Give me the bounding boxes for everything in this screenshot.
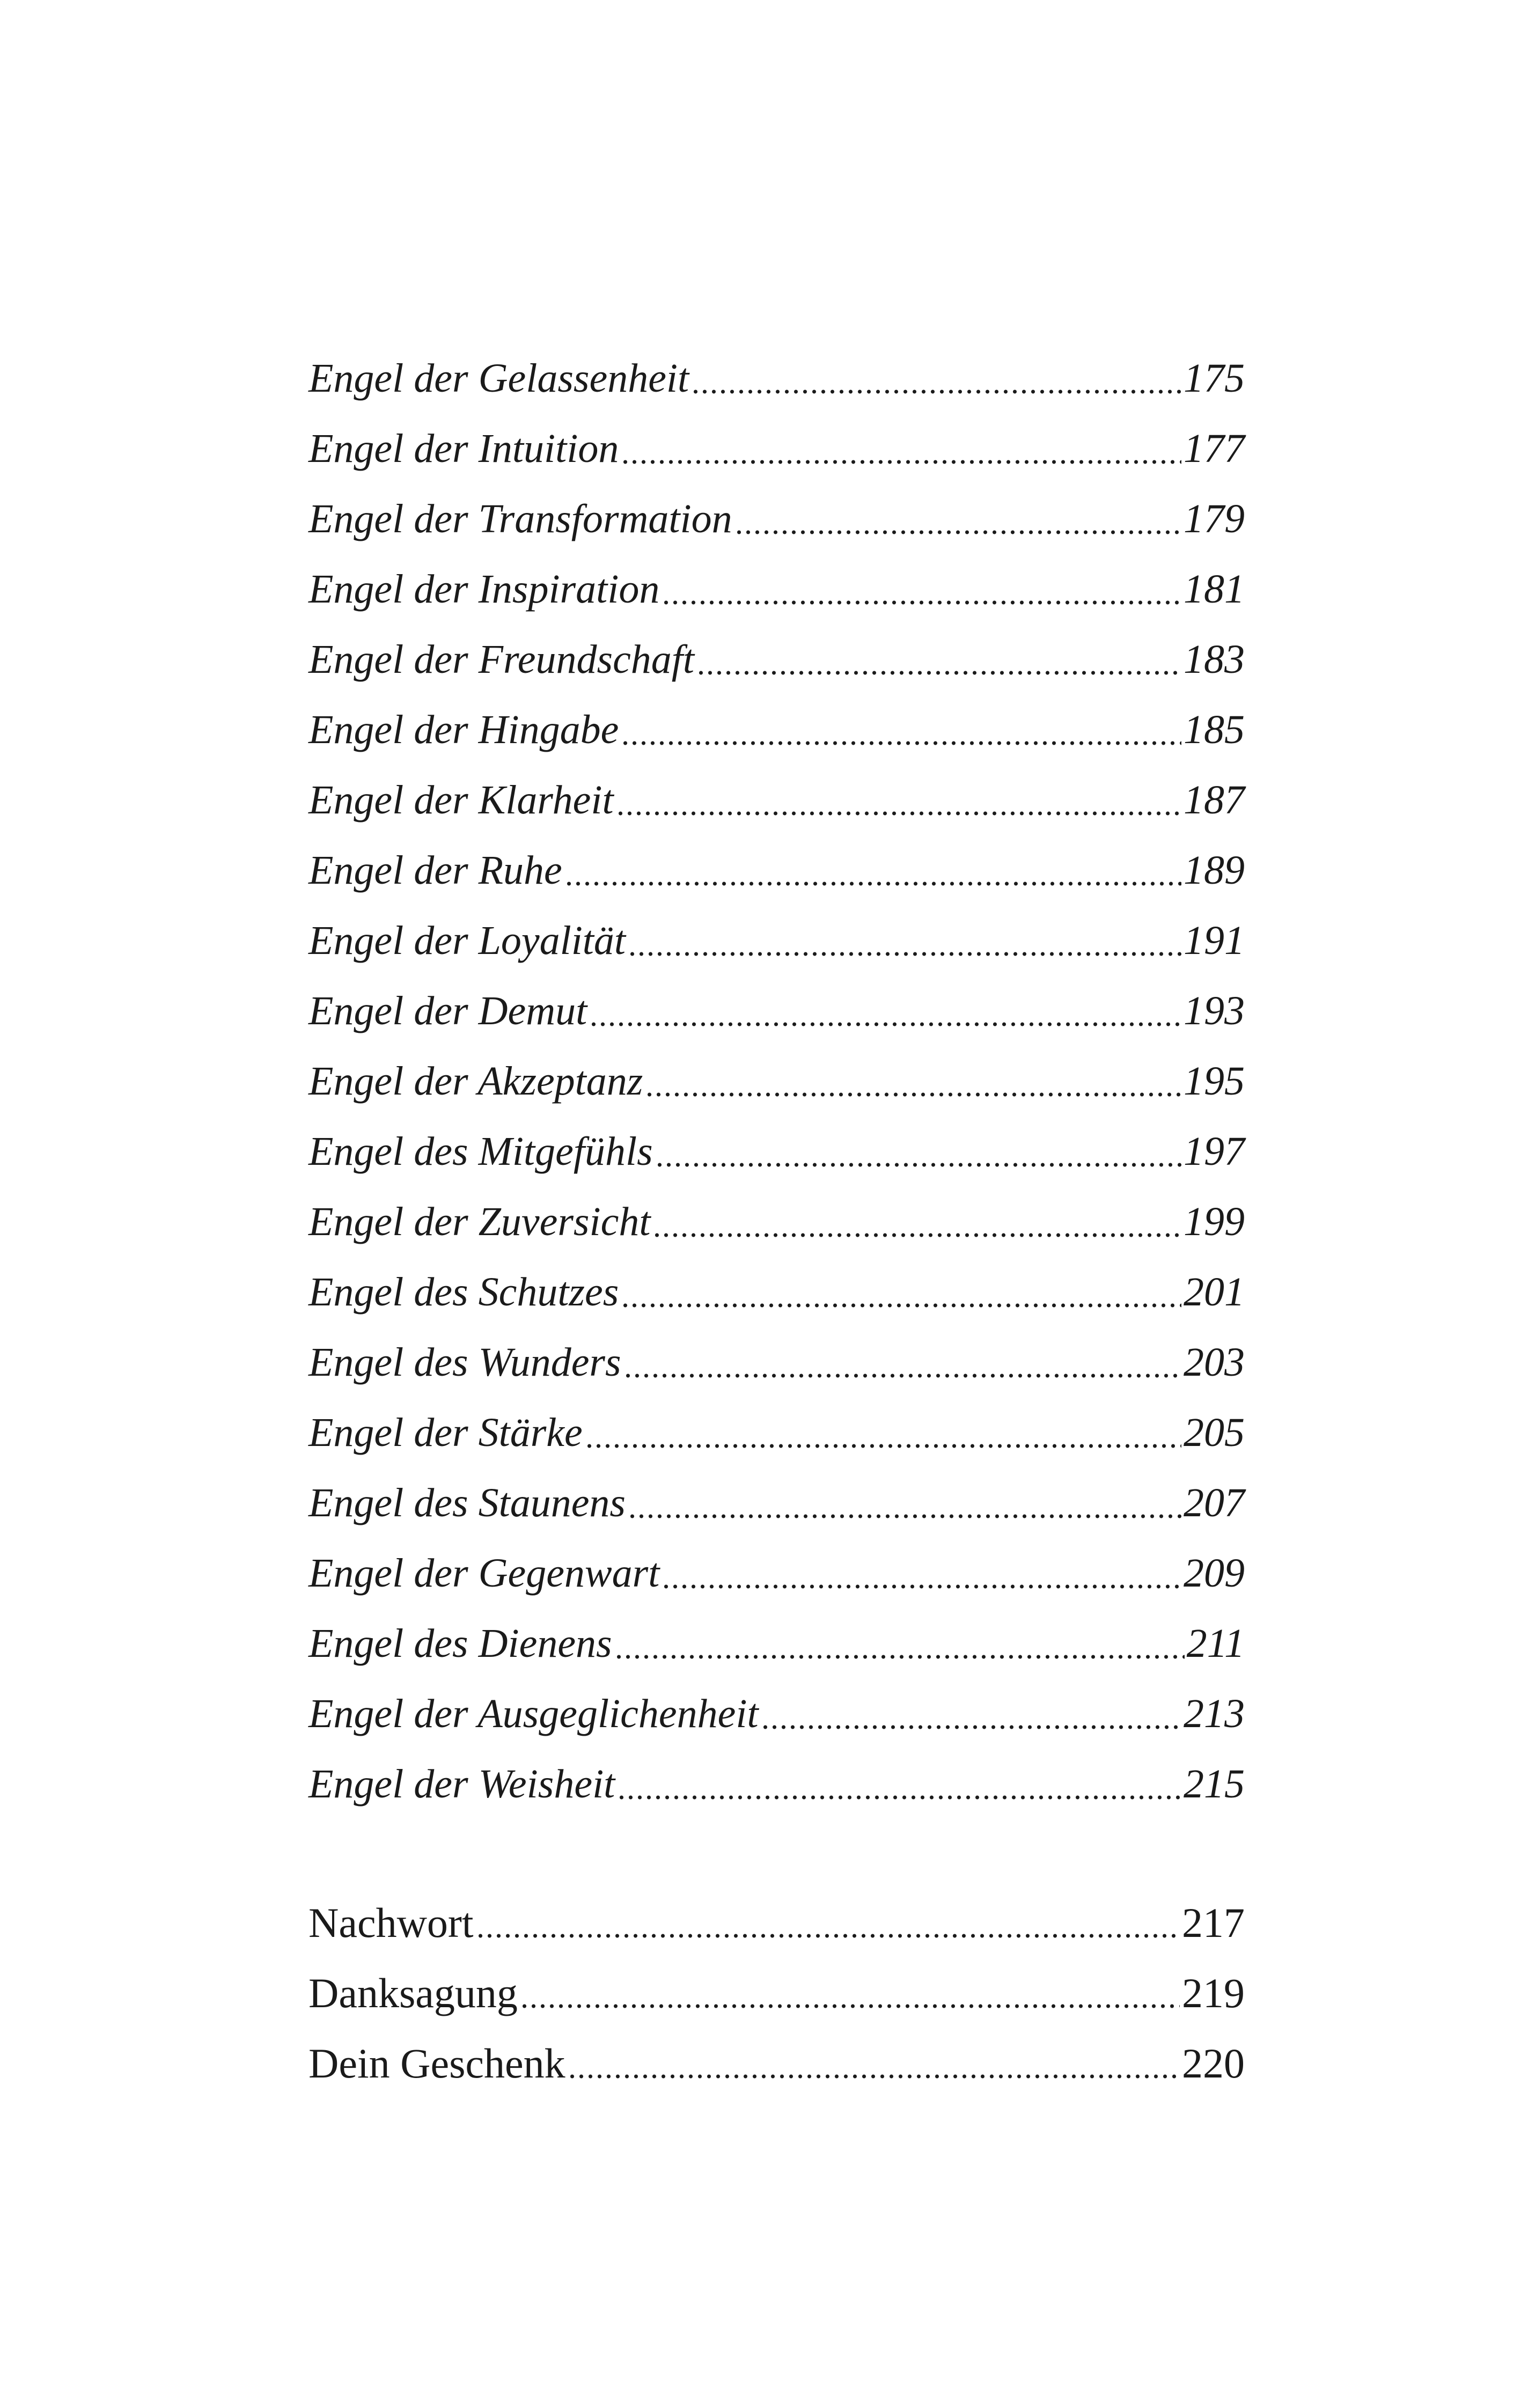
toc-entry <box>308 976 1245 1046</box>
dot-leader <box>628 1484 1181 1520</box>
toc-entry-title: Engel der Loyalität <box>308 918 626 963</box>
toc-entry <box>308 2028 1245 2098</box>
toc-entry-title: Engel des Dienens <box>308 1621 612 1666</box>
toc-entry-page: 197 <box>1184 1129 1245 1174</box>
toc-entry-page: 181 <box>1184 567 1245 612</box>
toc-entry-page: 209 <box>1184 1551 1245 1596</box>
toc-entry-page: 195 <box>1184 1059 1245 1104</box>
dot-leader <box>614 1624 1185 1661</box>
toc-entry <box>308 1749 1245 1819</box>
dot-leader <box>652 1202 1181 1239</box>
toc-entry-title: Engel der Akzeptanz <box>308 1059 643 1104</box>
dot-leader <box>616 781 1181 817</box>
dot-leader <box>520 1972 1180 2010</box>
dot-leader <box>662 570 1181 606</box>
dot-leader <box>585 1413 1181 1450</box>
toc-entry <box>308 343 1245 414</box>
toc-entry-title: Engel der Demut <box>308 988 587 1033</box>
toc-entry-title: Danksagung <box>308 1970 518 2016</box>
toc-entry-page: 199 <box>1184 1199 1245 1244</box>
toc-entry-page: 189 <box>1184 848 1245 893</box>
toc-entry-title: Engel der Freundschaft <box>308 637 695 682</box>
toc-entry-title: Engel der Transformation <box>308 496 732 541</box>
dot-leader <box>761 1694 1181 1731</box>
dot-leader <box>655 1132 1181 1169</box>
toc-entry-page: 219 <box>1182 1970 1245 2016</box>
toc-back-matter-list <box>308 1888 1245 2098</box>
toc-entry <box>308 1046 1245 1117</box>
toc-entry-page: 207 <box>1184 1480 1245 1525</box>
toc-entry <box>308 695 1245 765</box>
toc-entry-title: Engel der Gelassenheit <box>308 356 689 401</box>
toc-entry-page: 179 <box>1184 496 1245 541</box>
dot-leader <box>691 359 1181 395</box>
toc-entry-page: 203 <box>1184 1340 1245 1385</box>
dot-leader <box>621 710 1181 747</box>
toc-entry-page: 187 <box>1184 777 1245 823</box>
toc-entry-title: Engel der Stärke <box>308 1410 583 1455</box>
toc-angels-list <box>308 343 1245 1819</box>
toc-entry-page: 213 <box>1184 1691 1245 1736</box>
dot-leader <box>696 640 1181 677</box>
toc-entry-page: 215 <box>1184 1761 1245 1807</box>
toc-entry <box>308 1117 1245 1187</box>
toc-entry <box>308 1468 1245 1538</box>
toc-entry-page: 175 <box>1184 356 1245 401</box>
toc-entry-page: 205 <box>1184 1410 1245 1455</box>
dot-leader <box>645 1062 1181 1098</box>
toc-entry <box>308 1327 1245 1398</box>
dot-leader <box>734 500 1181 536</box>
toc-entry <box>308 1958 1245 2028</box>
toc-entry-title: Engel der Ruhe <box>308 848 562 893</box>
toc-entry-title: Engel der Klarheit <box>308 777 614 823</box>
toc-entry-title: Engel der Weisheit <box>308 1761 615 1807</box>
toc-entry-title: Nachwort <box>308 1899 474 1946</box>
toc-entry-title: Engel des Schutzes <box>308 1269 619 1315</box>
toc-entry-page: 211 <box>1186 1621 1245 1666</box>
toc-entry <box>308 1609 1245 1679</box>
toc-entry-page: 220 <box>1182 2040 1245 2087</box>
toc-entry <box>308 554 1245 625</box>
toc-entry-title: Engel der Inspiration <box>308 567 660 612</box>
toc-entry-title: Dein Geschenk <box>308 2040 565 2087</box>
toc-entry-title: Engel der Ausgeglichenheit <box>308 1691 759 1736</box>
toc-entry-page: 177 <box>1184 426 1245 471</box>
toc-entry <box>308 414 1245 484</box>
toc-entry-title: Engel der Gegenwart <box>308 1551 660 1596</box>
toc-entry <box>308 1679 1245 1749</box>
toc-entry <box>308 1257 1245 1327</box>
toc-entry <box>308 906 1245 976</box>
toc-entry <box>308 1187 1245 1257</box>
toc-entry-title: Engel der Intuition <box>308 426 619 471</box>
toc-entry-title: Engel der Zuversicht <box>308 1199 651 1244</box>
toc-entry-title: Engel der Hingabe <box>308 707 619 752</box>
dot-leader <box>628 921 1181 958</box>
toc-entry <box>308 765 1245 835</box>
dot-leader <box>568 2043 1180 2080</box>
dot-leader <box>564 851 1181 887</box>
toc-entry <box>308 1538 1245 1609</box>
toc-entry-page: 201 <box>1184 1269 1245 1315</box>
toc-entry-title: Engel des Staunens <box>308 1480 626 1525</box>
toc-entry <box>308 625 1245 695</box>
dot-leader <box>662 1554 1181 1590</box>
toc-entry-title: Engel des Mitgefühls <box>308 1129 653 1174</box>
dot-leader <box>621 429 1181 466</box>
toc-entry <box>308 835 1245 906</box>
toc-entry-page: 193 <box>1184 988 1245 1033</box>
dot-leader <box>476 1902 1180 1940</box>
toc-entry-page: 217 <box>1182 1899 1245 1946</box>
toc-entry <box>308 484 1245 554</box>
toc-entry-page: 183 <box>1184 637 1245 682</box>
toc-entry-title: Engel des Wunders <box>308 1340 621 1385</box>
toc-entry-page: 185 <box>1184 707 1245 752</box>
toc-entry <box>308 1888 1245 1958</box>
dot-leader <box>621 1273 1181 1309</box>
dot-leader <box>623 1343 1181 1379</box>
toc-entry <box>308 1398 1245 1468</box>
dot-leader <box>589 992 1181 1028</box>
dot-leader <box>617 1765 1181 1801</box>
toc-entry-page: 191 <box>1184 918 1245 963</box>
